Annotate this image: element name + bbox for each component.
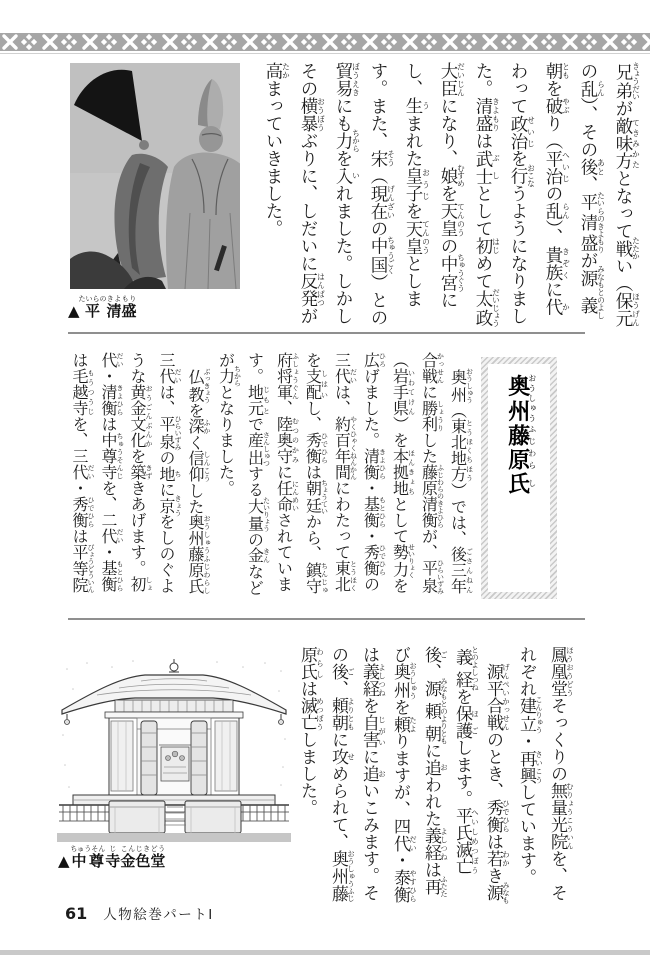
page-footer [65,903,214,923]
heading-box-inner [488,364,550,592]
border-hairline [0,53,650,54]
oshu-fujiwara-heading-box [481,357,557,599]
decorative-border [0,33,650,51]
konjikido-image [57,655,291,843]
section-divider [68,618,585,620]
page-bottom-edge [0,950,650,955]
triangle-marker-icon: ▲ [68,302,80,320]
oshu-fujiwara-text: 奥州おうしゅう（東北地方とうほくちほう）では、後三年ごさんねん合戦かっせんに勝利しょうりした藤原清衡ふじわらのきよひらが、平泉ひらいずみ（岩手県いわてけん）を本拠地ほんきょちとして勢力せいりょくを広ひろげました。清衡きよひら・基衡もとひら・秀衡ひでひらの三代だいは、約百年間やくひゃくねんかんにわたって東北とうほくを支配しはいし、秀衡ひでひらは朝廷ちょうていから、鎮守ちんじゅ府将軍ふしょうぐん、陸奥守むつのかみに任命にんめいされています。地元じもとで産出さんしゅつする大量たいりょうの金きんなどが力ちからとなりました。 仏教ぶっきょうを深ふかく信仰しんこうした奥州藤原氏おうしゅうふじわらし三代だいは、平泉ひらいずみの地ちに京きょうをしのぐような黄金文化おうごんぶんかを築きずきあげます。初しょ代だい・清衡きよひらは中尊寺ちゅうそんじを、二代だい・基衡もとひらは毛越寺もうつうじを、三代だい・秀衡ひでひらは平等院びょうどういん [70,352,475,596]
statue-caption [68,295,137,320]
konjikido-illustration [57,655,291,843]
triangle-marker-icon: ▲ [58,852,70,870]
photo-kiyomori-statue [70,63,240,289]
temple-caption-text: 中尊ちゅうそん寺じ金色堂こんじきどう [70,845,166,870]
taira-kiyomori-text: 兄弟きょうだいが敵味方てきみかたとなって戦たたかい（保元ほうげんの乱らん）、その後あと、平清盛たいらのきよもりが源義朝みなもとのよしともを破やぶり（平治へいじの乱らん）、貴族きぞくに代かわって政治せいじを行おこなうようになりました。清盛きよもりは武士ぶしとして初はじめて太政大臣だいじょうだいじんになり、娘むすめを天皇てんのうの中宮ちゅうぐうにし、生うまれた皇子おうじを天皇てんのうとします。また、宋そう（現在げんざいの中国ちゅうごく）との貿易ぼうえきにも力ちからを入いれました。しかしその横暴おうぼうぶりに、しだいに反発はんぱつが高たかまっていきました。 [263,62,641,328]
temple-caption [58,845,165,870]
yoshitsune-text: 鳳凰堂ほうおうどうそっくりの無量光院むりょうこういんを、それぞれ建立こんりゅう・再興さいこうしています。 源平合戦げんぺいかっせんのとき、秀衡ひでひらは若わかき源義経みなもとのよしつねを保護ほごします。平氏滅亡へいしめつぼう後ご、源頼朝みなもとのよりともに追おわれた義経よしつねは再ふたたび奥州おうしゅうを頼たよりますが、四代だい・泰衡やすひらは義経よしつねを自害じがいに追おいこみます。その後ご、頼朝よりともに攻せめられて、奥州藤おうしゅうふじ原氏わらしは滅亡めつぼうしました。 [297,646,575,904]
page-number: 61 [65,904,88,923]
section-heading: 奥州おうしゅう藤原ふじわら氏し [504,374,537,496]
statue-caption-text: 平たいらの清盛きよもり [78,295,137,320]
footer-title: 人物絵巻パートⅠ [103,907,214,923]
kiyomori-statue-image [70,63,240,289]
section-divider [68,332,585,334]
